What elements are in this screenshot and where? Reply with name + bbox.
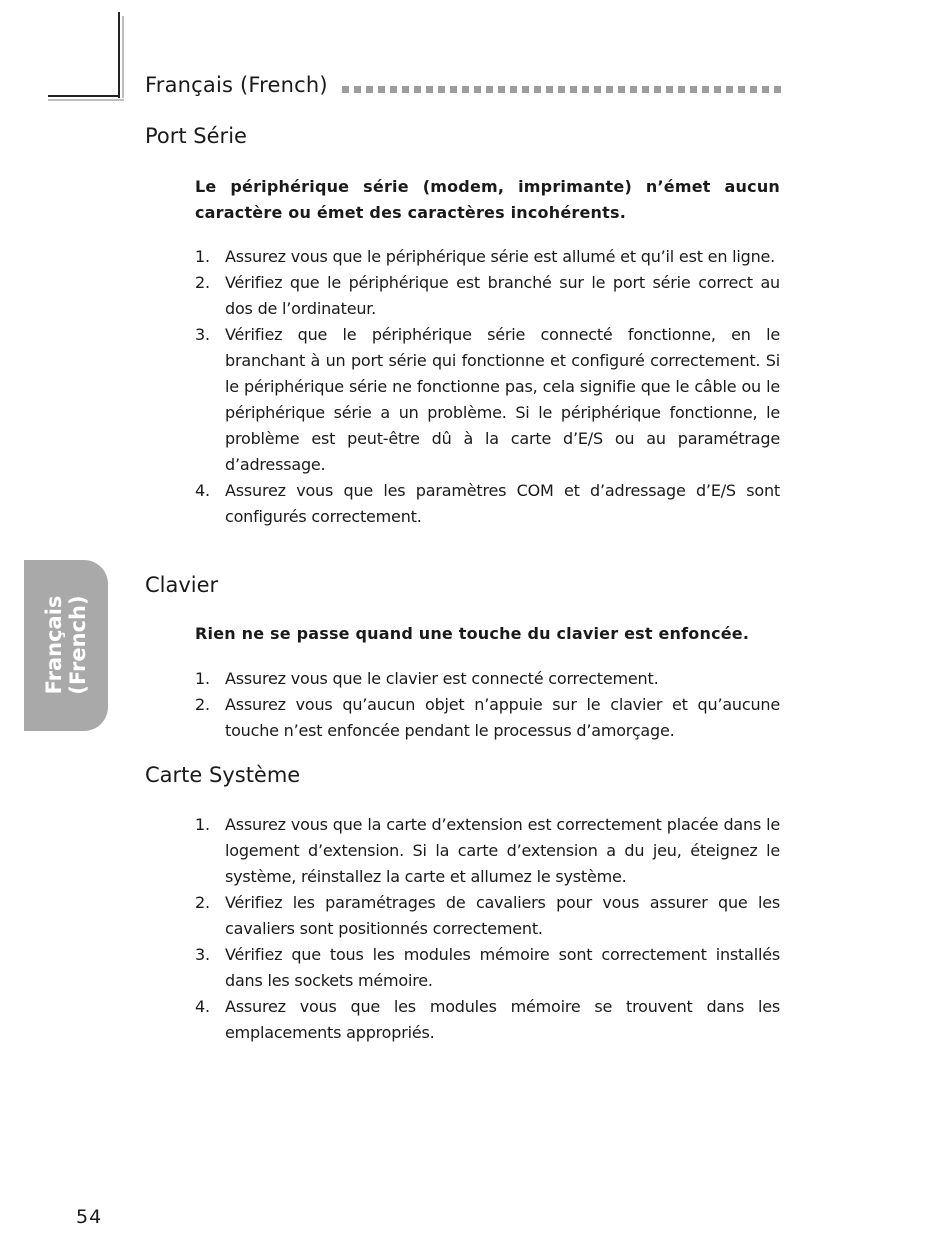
list-item — [195, 890, 780, 942]
list-item-text: Assurez vous que le périphérique série est allumé et qu’il est en ligne. — [225, 247, 776, 266]
section-title-carte-systeme: Carte Système — [145, 763, 301, 787]
corner-mark-horizontal — [48, 95, 120, 97]
list-item — [195, 478, 780, 530]
side-tab-line-2: (French) — [66, 595, 90, 695]
list-item-number: 1. — [195, 815, 210, 834]
list-item — [195, 692, 780, 744]
page-number: 54 — [76, 1206, 103, 1228]
section-title-clavier: Clavier — [145, 573, 219, 597]
page-header — [145, 68, 785, 102]
list-item — [195, 942, 780, 994]
language-side-tab-label — [42, 595, 90, 694]
list-item-number: 3. — [195, 945, 210, 964]
header-title: Français (French) — [145, 73, 328, 97]
list-item-number: 1. — [195, 247, 210, 266]
list-item-text: Assurez vous que le clavier est connecté correctement. — [225, 669, 659, 688]
list-item-text: Vérifiez que le périphérique série connecté fonctionne, en le branchant à un port série qui fonctionne et configuré correctement. Si le périphérique série ne fonctionne pas, cela signifie que le câble ou le périphérique série a un problème. Si le périphérique fonctionne, le problème est peut-être dû à la carte d’E/S ou au paramétrage d’adressage. — [225, 325, 780, 474]
section-lead-clavier: Rien ne se passe quand une touche du clavier est enfoncée. — [195, 624, 750, 643]
list-item-number: 4. — [195, 997, 210, 1016]
corner-mark-vertical-shadow — [122, 16, 124, 98]
list-item-number: 2. — [195, 893, 210, 912]
list-port-serie — [195, 244, 780, 530]
list-item-text: Assurez vous que les paramètres COM et d’adressage d’E/S sont configurés correctement. — [225, 481, 780, 526]
list-item-text: Vérifiez que le périphérique est branché sur le port série correct au dos de l’ordinateur. — [225, 273, 780, 318]
list-item — [195, 994, 780, 1046]
corner-mark-vertical — [118, 12, 120, 98]
list-item-number: 2. — [195, 273, 210, 292]
list-item-text: Vérifiez les paramétrages de cavaliers pour vous assurer que les cavaliers sont positionnés correctement. — [225, 893, 780, 938]
list-item — [195, 270, 780, 322]
list-item-number: 4. — [195, 481, 210, 500]
list-item — [195, 244, 780, 270]
header-dotted-rule — [342, 86, 785, 93]
side-tab-line-1: Français — [42, 595, 66, 695]
section-title-port-serie: Port Série — [145, 124, 247, 148]
corner-mark-horizontal-shadow — [48, 99, 124, 101]
list-item — [195, 666, 780, 692]
list-item-text: Assurez vous que les modules mémoire se trouvent dans les emplacements appropriés. — [225, 997, 780, 1042]
section-lead-port-serie: Le périphérique série (modem, imprimante) n’émet aucun caractère ou émet des caractères incohérents. — [195, 177, 780, 222]
list-item-number: 2. — [195, 695, 210, 714]
list-carte-systeme — [195, 812, 780, 1046]
list-item-text: Assurez vous que la carte d’extension est correctement placée dans le logement d’extension. Si la carte d’extension a du jeu, éteignez le système, réinstallez la carte et allumez le système. — [225, 815, 780, 886]
list-item-number: 3. — [195, 325, 210, 344]
list-item — [195, 812, 780, 890]
list-clavier — [195, 666, 780, 744]
list-item-number: 1. — [195, 669, 210, 688]
list-item — [195, 322, 780, 478]
list-item-text: Assurez vous qu’aucun objet n’appuie sur le clavier et qu’aucune touche n’est enfoncée pendant le processus d’amorçage. — [225, 695, 780, 740]
list-item-text: Vérifiez que tous les modules mémoire sont correctement installés dans les sockets mémoire. — [225, 945, 780, 990]
